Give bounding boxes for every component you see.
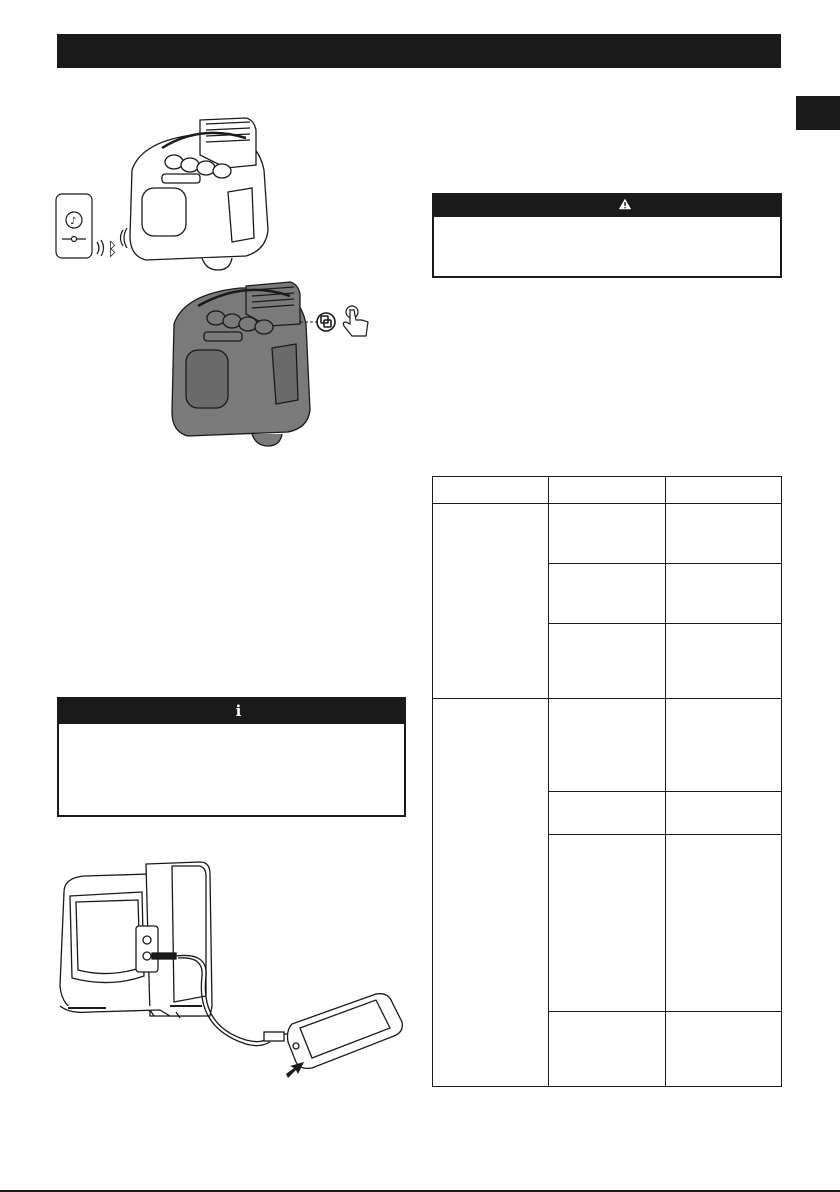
table-group-cell	[433, 504, 549, 699]
warning-box-header	[434, 195, 780, 217]
table-row	[433, 504, 782, 564]
bluetooth-pairing-illustration	[50, 110, 390, 455]
header-bar	[57, 34, 781, 68]
info-box	[57, 697, 406, 817]
table-cell	[549, 1012, 665, 1087]
table-header-cell	[433, 477, 549, 504]
table-group-cell	[433, 699, 549, 1087]
info-box-header	[59, 699, 404, 724]
spec-table	[432, 476, 782, 1087]
warning-triangle-icon	[618, 197, 632, 215]
table-cell	[549, 835, 665, 1012]
insert-arrow-icon	[286, 1062, 304, 1078]
table-header-cell	[549, 477, 665, 504]
table-header-cell	[665, 477, 781, 504]
warning-box	[432, 193, 782, 278]
speaker-light-drawing	[130, 118, 268, 270]
table-cell	[665, 792, 781, 835]
table-cell	[549, 564, 665, 624]
smartphone-drawing	[56, 194, 92, 258]
press-finger-icon	[343, 306, 368, 336]
table-cell	[665, 564, 781, 624]
table-cell	[665, 835, 781, 1012]
aux-connection-illustration	[50, 856, 410, 1086]
table-cell	[549, 624, 665, 699]
table-cell	[665, 699, 781, 792]
table-cell	[665, 1012, 781, 1087]
table-cell	[549, 699, 665, 792]
smartphone-landscape-drawing	[288, 994, 403, 1069]
speaker-side-drawing	[60, 862, 212, 1018]
speaker-dark-drawing	[172, 282, 310, 446]
table-cell	[549, 504, 665, 564]
bluetooth-icon: ᛒ	[107, 239, 118, 260]
svg-text:♪: ♪	[70, 216, 77, 227]
table-row	[433, 699, 782, 792]
table-header-row	[433, 477, 782, 504]
table-cell	[665, 504, 781, 564]
language-tab	[796, 96, 840, 130]
table-cell	[549, 792, 665, 835]
info-icon: i	[235, 702, 242, 720]
table-cell	[665, 624, 781, 699]
link-button-icon	[317, 313, 335, 331]
